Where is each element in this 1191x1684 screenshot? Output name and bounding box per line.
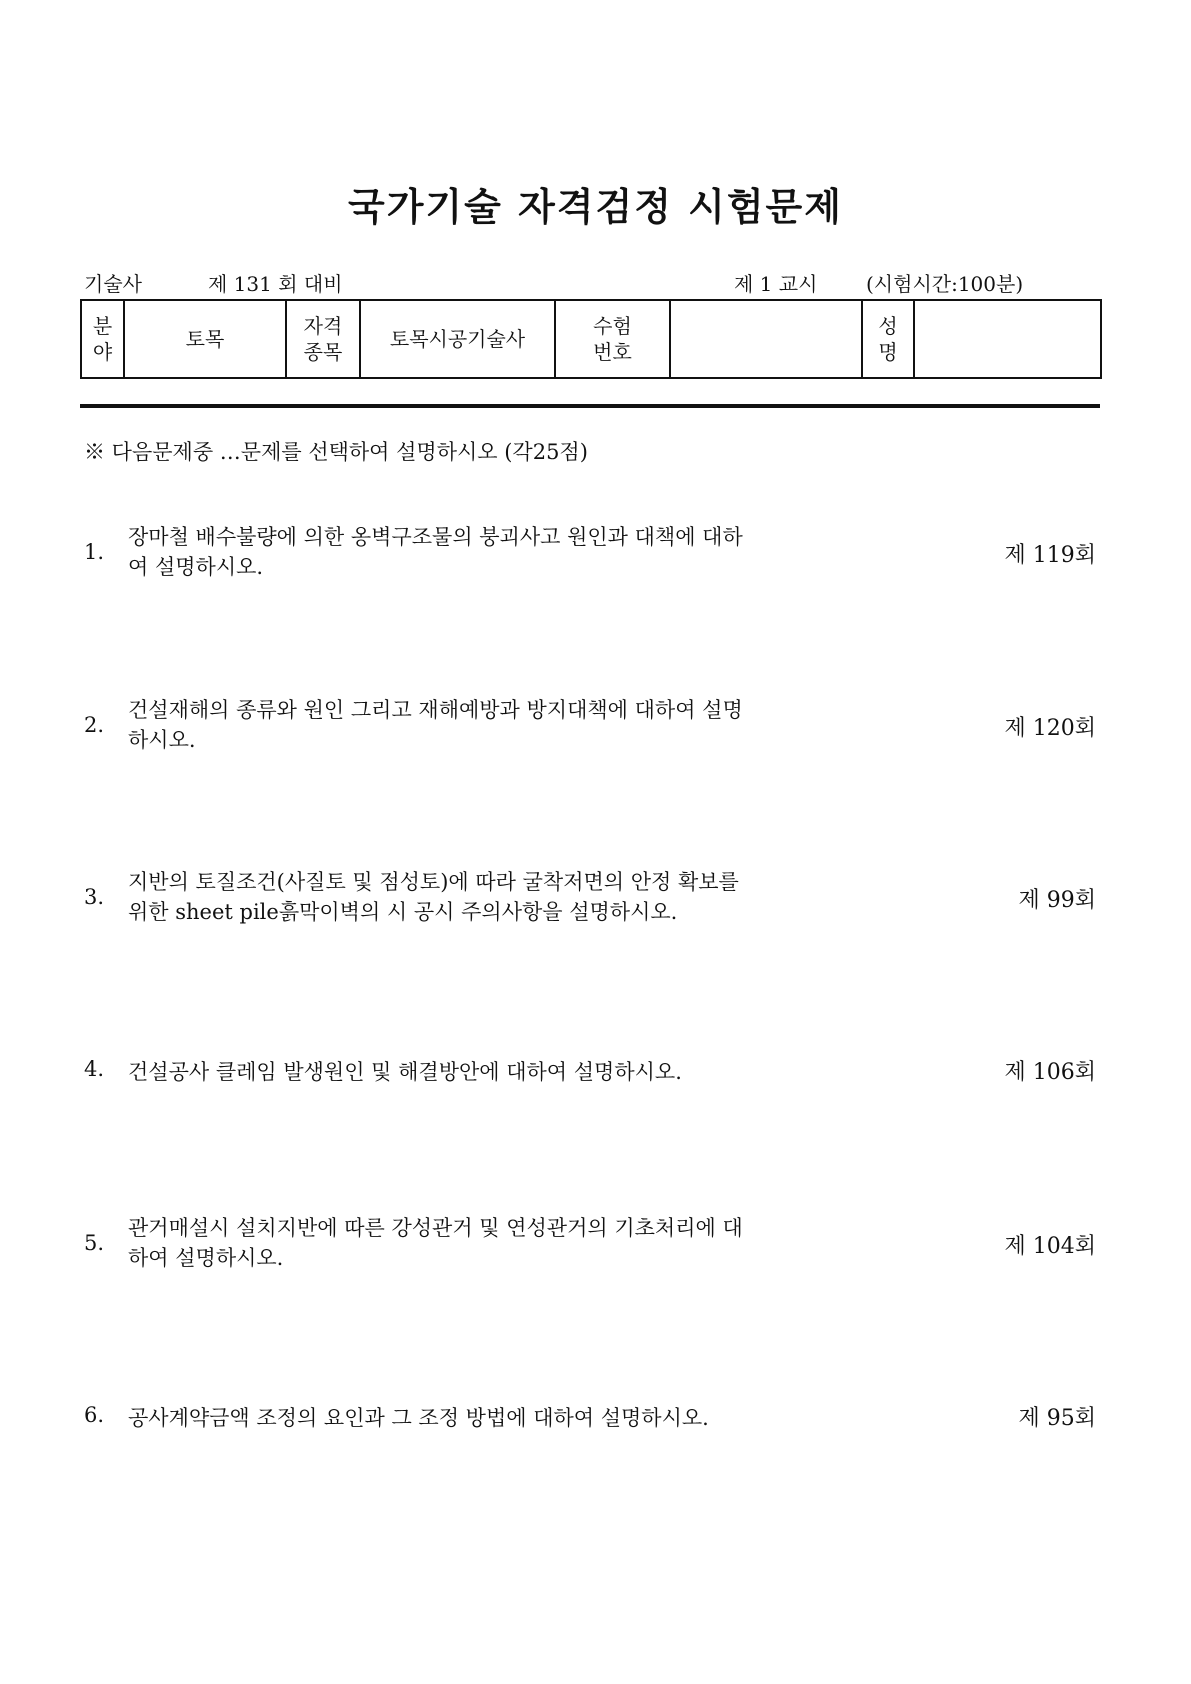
question-text: 장마철 배수불량에 의한 옹벽구조물의 붕괴사고 원인과 대책에 대하 여 설명하시오.: [128, 525, 743, 579]
question-text: 지반의 토질조건(사질토 및 점성토)에 따라 굴착저면의 안정 확보를 위한 sheet pile흙막이벽의 시 공시 주의사항을 설명하시오.: [128, 870, 739, 924]
meta-round: 제 131 회 대비: [208, 272, 343, 296]
divider: [80, 404, 1100, 408]
meta-duration: (시험시간:100분): [866, 272, 1024, 296]
question-source: 제 99회: [1018, 888, 1096, 913]
name-label: 성 명: [862, 300, 914, 378]
question-number: 2.: [84, 713, 105, 737]
meta-category: 기술사: [84, 272, 142, 296]
exam-info-table: [80, 299, 1102, 379]
question-source: 제 95회: [1018, 1406, 1096, 1431]
question-number: 5.: [84, 1231, 105, 1255]
question-text: 공사계약금액 조정의 요인과 그 조정 방법에 대하여 설명하시오.: [128, 1406, 709, 1430]
question-source: 제 120회: [1004, 716, 1096, 741]
qualification-label: 자격 종목: [286, 300, 360, 378]
exam-number-field[interactable]: [670, 300, 862, 378]
page-title: 국가기술 자격검정 시험문제: [348, 185, 843, 229]
question-source: 제 104회: [1004, 1234, 1096, 1259]
question-number: 1.: [84, 540, 105, 564]
field-label: 분 야: [81, 300, 124, 378]
question-source: 제 106회: [1004, 1060, 1096, 1085]
question-source: 제 119회: [1004, 543, 1096, 568]
question-number: 4.: [84, 1057, 105, 1081]
qualification-value: 토목시공기술사: [360, 300, 555, 378]
exam-number-label: 수험 번호: [555, 300, 670, 378]
meta-period: 제 1 교시: [734, 272, 818, 296]
question-text: 관거매설시 설치지반에 따른 강성관거 및 연성관거의 기초처리에 대 하여 설명하시오.: [128, 1216, 743, 1270]
question-number: 6.: [84, 1403, 105, 1427]
instruction: ※ 다음문제중 …문제를 선택하여 설명하시오 (각25점): [84, 440, 588, 464]
name-field[interactable]: [914, 300, 1101, 378]
field-value: 토목: [124, 300, 286, 378]
question-number: 3.: [84, 885, 105, 909]
question-text: 건설재해의 종류와 원인 그리고 재해예방과 방지대책에 대하여 설명 하시오.: [128, 698, 743, 752]
question-text: 건설공사 클레임 발생원인 및 해결방안에 대하여 설명하시오.: [128, 1060, 682, 1084]
